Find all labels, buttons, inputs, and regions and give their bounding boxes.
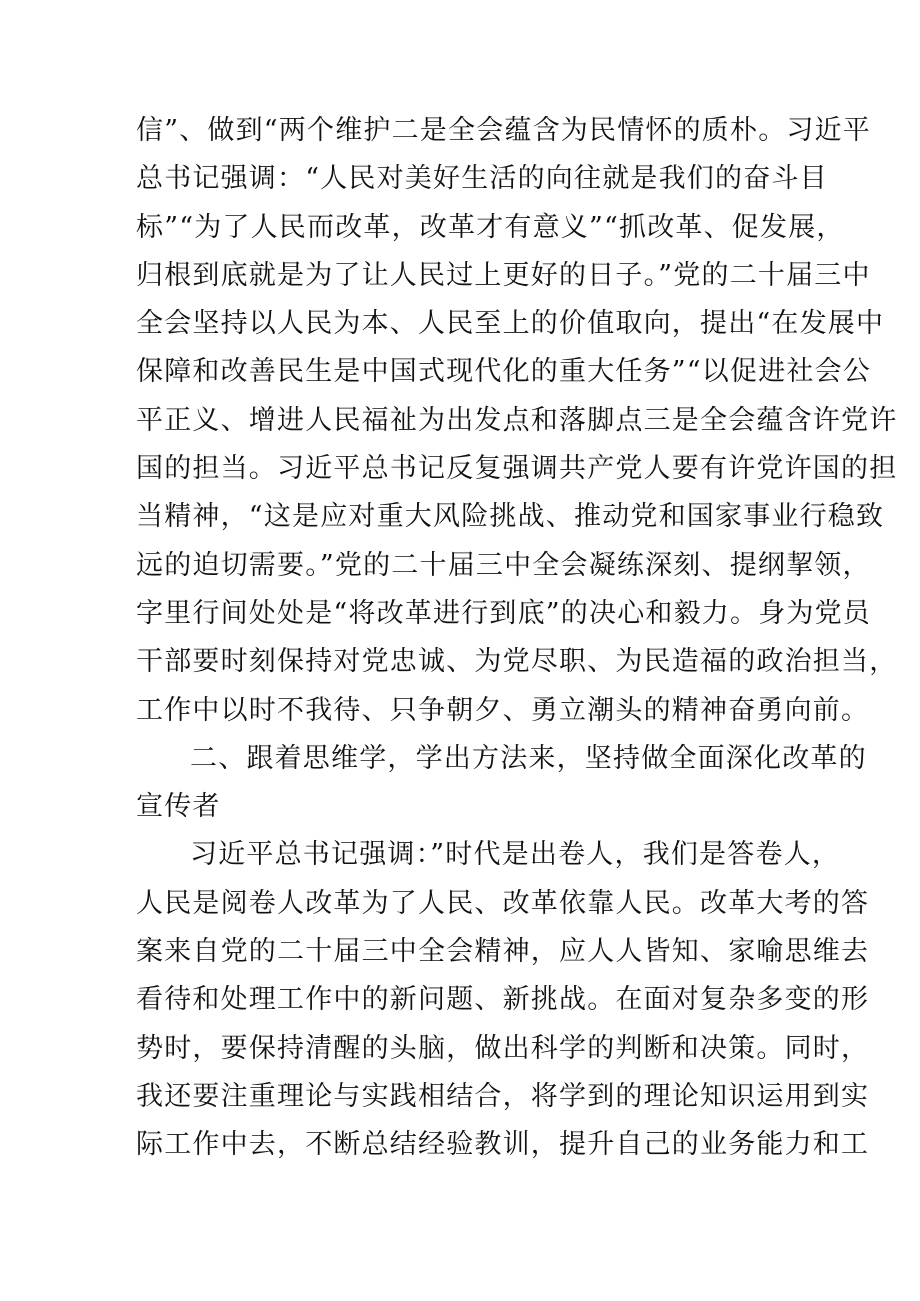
text-line: 全会坚持以人民为本、人民至上的价值取向，提出“在发展中 [136,308,885,340]
text-line: 工作中以时不我待、只争朝夕、勇立潮头的精神奋勇向前。 [136,694,870,726]
text-line: 保障和改善民生是中国式现代化的重大任务”“以促进社会公 [136,356,872,388]
text-line: 际工作中去，不断总结经验教训，提升自己的业务能力和工 [136,1129,870,1161]
text-line: 国的担当。习近平总书记反复强调共产党人要有许党许国的担 [136,453,898,485]
section-heading-line: 宣传者 [136,791,221,823]
text-line: 人民是阅卷人改革为了人民、改革依靠人民。改革大考的答 [136,887,870,919]
text-line: 看待和处理工作中的新问题、新挑战。在面对复杂多变的形 [136,984,870,1016]
text-line: 标”“为了人民而改革，改革才有意义”“抓改革、促发展， [136,211,845,243]
text-line: 案来自党的二十届三中全会精神，应人人皆知、家喻思维去 [136,936,870,968]
text-line: 远的迫切需要。”党的二十届三中全会凝练深刻、提纲挈领， [136,549,871,581]
text-line: 习近平总书记强调：”时代是出卷人，我们是答卷人， [190,839,841,871]
text-line: 总书记强调：“人民对美好生活的向往就是我们的奋斗目 [136,163,828,195]
text-line: 势时，要保持清醒的头脑，做出科学的判断和决策。同时， [136,1032,870,1064]
section-heading-line: 二、跟着思维学，学出方法来，坚持做全面深化改革的 [190,742,867,774]
text-line: 归根到底就是为了让人民过上更好的日子。”党的二十届三中 [136,259,871,291]
text-line: 干部要时刻保持对党忠诚、为党尽职、为民造福的政治担当， [136,646,898,678]
body-text [136,107,898,1170]
text-line: 字里行间处处是“将改革进行到底”的决心和毅力。身为党员 [136,597,872,629]
text-line: 平正义、增进人民福祉为出发点和落脚点三是全会蕴含许党许 [136,404,898,436]
text-line: 当精神，“这是应对重大风险挑战、推动党和国家事业行稳致 [136,501,885,533]
text-line: 我还要注重理论与实践相结合，将学到的理论知识运用到实 [136,1080,870,1112]
text-line: 信”、做到“两个维护二是全会蕴含为民情怀的质朴。习近平 [136,115,872,146]
